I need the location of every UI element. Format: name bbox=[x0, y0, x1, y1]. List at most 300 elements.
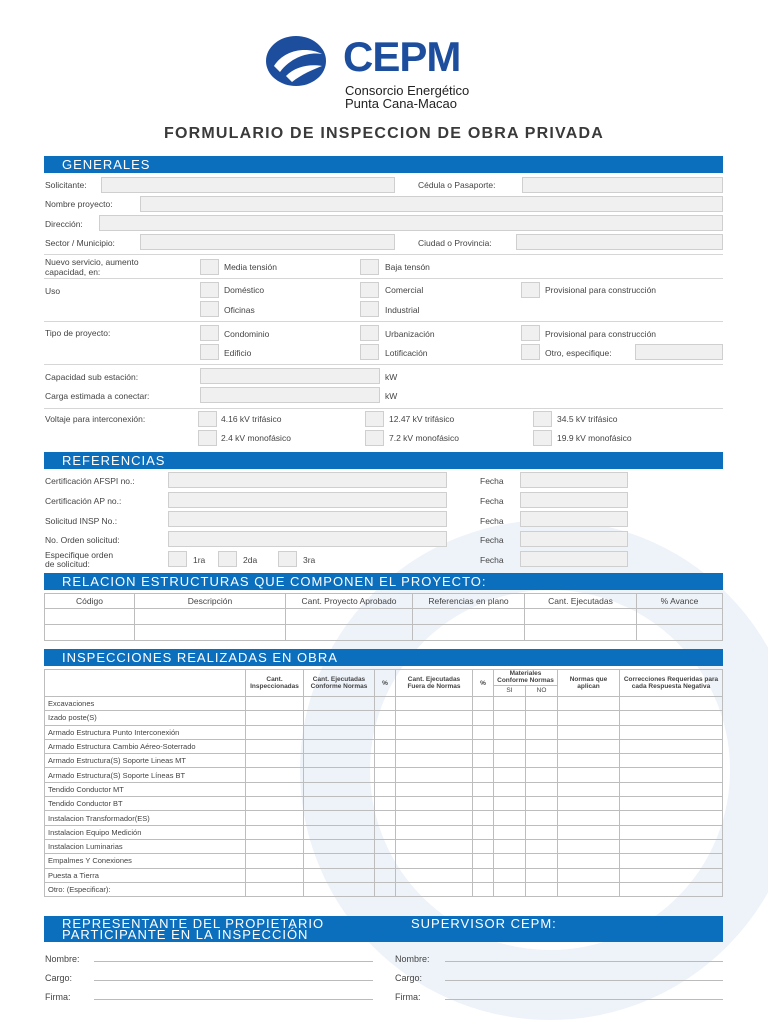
actividad-label: Tendido Conductor MT bbox=[45, 782, 246, 796]
table-cell[interactable] bbox=[473, 782, 494, 796]
col-no: NO bbox=[526, 685, 558, 696]
col-cant-aprobado: Cant. Proyecto Aprobado bbox=[286, 594, 413, 609]
otro-especifique-label: Otro, especifique: bbox=[545, 348, 612, 358]
table-cell[interactable] bbox=[494, 725, 526, 739]
table-row bbox=[45, 697, 723, 711]
table-row bbox=[45, 811, 723, 825]
table-cell[interactable] bbox=[304, 882, 375, 896]
table-cell[interactable] bbox=[304, 825, 375, 839]
table-cell[interactable] bbox=[413, 625, 525, 641]
table-cell[interactable] bbox=[246, 797, 304, 811]
actividad-label: Armado Estructura(S) Soporte Líneas BT bbox=[45, 768, 246, 782]
table-cell[interactable] bbox=[45, 609, 135, 625]
provisional-uso-checkbox[interactable] bbox=[521, 282, 540, 298]
table-cell[interactable] bbox=[620, 739, 723, 753]
representante-title-1: REPRESENTANTE DEL PROPIETARIO bbox=[62, 916, 325, 931]
nuevo-servicio-label: Nuevo servicio, aumento bbox=[45, 257, 139, 267]
table-cell[interactable] bbox=[135, 625, 286, 641]
table-row bbox=[45, 768, 723, 782]
table-cell[interactable] bbox=[375, 882, 396, 896]
v-1247-label: 12.47 kV trifásico bbox=[389, 414, 455, 424]
table-cell[interactable] bbox=[473, 725, 494, 739]
table-cell[interactable] bbox=[558, 882, 620, 896]
table-cell[interactable] bbox=[375, 782, 396, 796]
table-cell[interactable] bbox=[558, 739, 620, 753]
col-normas: Normas que aplican bbox=[558, 670, 620, 697]
table-cell[interactable] bbox=[246, 839, 304, 853]
actividad-label: Armado Estructura(S) Soporte Lineas MT bbox=[45, 754, 246, 768]
divider bbox=[44, 408, 723, 409]
table-cell[interactable] bbox=[620, 725, 723, 739]
table-cell[interactable] bbox=[494, 697, 526, 711]
ap-field[interactable] bbox=[168, 492, 447, 508]
table-cell[interactable] bbox=[620, 797, 723, 811]
table-cell[interactable] bbox=[375, 739, 396, 753]
table-cell[interactable] bbox=[526, 854, 558, 868]
table-cell[interactable] bbox=[558, 811, 620, 825]
fecha-label: Fecha bbox=[480, 535, 504, 545]
col-cant-insp: Cant. Inspeccionadas bbox=[246, 670, 304, 697]
cepm-logo-icon bbox=[266, 36, 326, 86]
fecha-afspi-field[interactable] bbox=[520, 472, 628, 488]
media-tension-checkbox[interactable] bbox=[200, 259, 219, 275]
table-cell[interactable] bbox=[396, 711, 473, 725]
media-tension-label: Media tensión bbox=[224, 262, 277, 272]
table-cell[interactable] bbox=[558, 782, 620, 796]
table-cell[interactable] bbox=[304, 697, 375, 711]
v-416-label: 4.16 kV trifásico bbox=[221, 414, 282, 424]
table-cell[interactable] bbox=[375, 825, 396, 839]
table-cell[interactable] bbox=[413, 609, 525, 625]
insp-label: Solicitud INSP No.: bbox=[45, 516, 118, 526]
table-cell[interactable] bbox=[304, 725, 375, 739]
actividad-label: Tendido Conductor BT bbox=[45, 797, 246, 811]
relacion-table bbox=[44, 593, 723, 641]
orden-1ra-checkbox[interactable] bbox=[168, 551, 187, 567]
divider bbox=[44, 254, 723, 255]
orden-3ra-label: 3ra bbox=[303, 555, 316, 565]
brand-name: CEPM bbox=[343, 33, 461, 80]
table-cell[interactable] bbox=[558, 839, 620, 853]
table-cell[interactable] bbox=[304, 868, 375, 882]
fecha-orden-field[interactable] bbox=[520, 531, 628, 547]
table-cell[interactable] bbox=[494, 797, 526, 811]
v-24-label: 2.4 kV monofásico bbox=[221, 433, 291, 443]
table-cell[interactable] bbox=[558, 854, 620, 868]
table-cell[interactable] bbox=[304, 739, 375, 753]
v-72-checkbox[interactable] bbox=[365, 430, 384, 446]
table-cell[interactable] bbox=[396, 725, 473, 739]
section-relacion: RELACION ESTRUCTURAS QUE COMPONEN EL PROYECTO: bbox=[44, 573, 723, 590]
table-row bbox=[45, 711, 723, 725]
table-cell[interactable] bbox=[620, 811, 723, 825]
table-cell[interactable] bbox=[620, 782, 723, 796]
table-cell[interactable] bbox=[620, 768, 723, 782]
table-cell[interactable] bbox=[304, 754, 375, 768]
table-cell[interactable] bbox=[286, 625, 413, 641]
table-cell[interactable] bbox=[304, 768, 375, 782]
table-cell[interactable] bbox=[286, 609, 413, 625]
table-cell[interactable] bbox=[558, 797, 620, 811]
section-inspecciones: INSPECCIONES REALIZADAS EN OBRA bbox=[44, 649, 723, 666]
sup-cargo-label: Cargo: bbox=[395, 973, 423, 983]
table-cell[interactable] bbox=[473, 797, 494, 811]
table-cell[interactable] bbox=[526, 754, 558, 768]
provisional-tipo-label: Provisional para construcción bbox=[545, 329, 657, 339]
col-actividad bbox=[45, 670, 246, 697]
relacion-header-row bbox=[45, 594, 723, 609]
domestico-checkbox[interactable] bbox=[200, 282, 219, 298]
table-cell[interactable] bbox=[396, 782, 473, 796]
comercial-checkbox[interactable] bbox=[360, 282, 379, 298]
table-cell[interactable] bbox=[494, 768, 526, 782]
table-row bbox=[45, 839, 723, 853]
table-cell[interactable] bbox=[494, 782, 526, 796]
fecha-label: Fecha bbox=[480, 496, 504, 506]
fecha-insp-field[interactable] bbox=[520, 511, 628, 527]
table-cell[interactable] bbox=[396, 797, 473, 811]
col-pct-2: % bbox=[473, 670, 494, 697]
sector-label: Sector / Municipio: bbox=[45, 238, 115, 248]
table-cell[interactable] bbox=[525, 625, 637, 641]
industrial-checkbox[interactable] bbox=[360, 301, 379, 317]
col-descripcion: Descripción bbox=[135, 594, 286, 609]
table-row bbox=[45, 739, 723, 753]
table-cell[interactable] bbox=[246, 768, 304, 782]
table-cell[interactable] bbox=[637, 625, 723, 641]
table-cell[interactable] bbox=[620, 868, 723, 882]
table-row bbox=[45, 882, 723, 896]
table-cell[interactable] bbox=[558, 697, 620, 711]
table-cell[interactable] bbox=[494, 882, 526, 896]
rep-nombre-label: Nombre: bbox=[45, 954, 80, 964]
col-materiales: Materiales Conforme Normas bbox=[494, 670, 558, 686]
form-title: FORMULARIO DE INSPECCION DE OBRA PRIVADA bbox=[163, 125, 604, 142]
table-cell[interactable] bbox=[494, 739, 526, 753]
sector-field[interactable] bbox=[140, 234, 395, 250]
table-cell[interactable] bbox=[494, 839, 526, 853]
otro-especifique-field[interactable] bbox=[635, 344, 723, 360]
edificio-label: Edificio bbox=[224, 348, 252, 358]
table-cell[interactable] bbox=[526, 782, 558, 796]
table-cell[interactable] bbox=[304, 782, 375, 796]
afspi-label: Certificación AFSPI no.: bbox=[45, 476, 135, 486]
table-cell[interactable] bbox=[620, 882, 723, 896]
table-cell[interactable] bbox=[375, 754, 396, 768]
table-row bbox=[45, 854, 723, 868]
actividad-label: Puesta a Tierra bbox=[45, 868, 246, 882]
divider bbox=[44, 364, 723, 365]
table-row bbox=[45, 625, 723, 641]
fecha-label: Fecha bbox=[480, 476, 504, 486]
table-cell[interactable] bbox=[396, 868, 473, 882]
table-cell[interactable] bbox=[246, 711, 304, 725]
table-cell[interactable] bbox=[396, 811, 473, 825]
table-cell[interactable] bbox=[473, 711, 494, 725]
actividad-label: Izado poste(S) bbox=[45, 711, 246, 725]
brand-subtitle-2: Punta Cana-Macao bbox=[345, 96, 458, 111]
table-cell[interactable] bbox=[375, 811, 396, 825]
table-cell[interactable] bbox=[637, 609, 723, 625]
cedula-field[interactable] bbox=[522, 177, 723, 193]
actividad-label: Armado Estructura Cambio Aéreo-Soterrado bbox=[45, 739, 246, 753]
table-cell[interactable] bbox=[473, 768, 494, 782]
col-cant-conf: Cant. Ejecutadas Conforme Normas bbox=[304, 670, 375, 697]
condominio-checkbox[interactable] bbox=[200, 325, 219, 341]
orden-label: No. Orden solicitud: bbox=[45, 535, 120, 545]
table-cell[interactable] bbox=[396, 754, 473, 768]
table-cell[interactable] bbox=[494, 811, 526, 825]
fecha-label: Fecha bbox=[480, 555, 504, 565]
table-cell[interactable] bbox=[526, 797, 558, 811]
orden-2da-label: 2da bbox=[243, 555, 258, 565]
table-cell[interactable] bbox=[494, 825, 526, 839]
col-si: SI bbox=[494, 685, 526, 696]
table-row bbox=[45, 868, 723, 882]
v-416-checkbox[interactable] bbox=[198, 411, 217, 427]
table-cell[interactable] bbox=[526, 697, 558, 711]
insp-field[interactable] bbox=[168, 511, 447, 527]
rep-nombre-line[interactable] bbox=[94, 961, 373, 962]
orden-2da-checkbox[interactable] bbox=[218, 551, 237, 567]
v-72-label: 7.2 kV monofásico bbox=[389, 433, 459, 443]
industrial-label: Industrial bbox=[385, 305, 420, 315]
orden-3ra-checkbox[interactable] bbox=[278, 551, 297, 567]
table-cell[interactable] bbox=[558, 868, 620, 882]
edificio-checkbox[interactable] bbox=[200, 344, 219, 360]
oficinas-label: Oficinas bbox=[224, 305, 255, 315]
table-cell[interactable] bbox=[396, 854, 473, 868]
table-cell[interactable] bbox=[473, 839, 494, 853]
baja-tension-label: Baja tensón bbox=[385, 262, 430, 272]
urbanizacion-checkbox[interactable] bbox=[360, 325, 379, 341]
col-codigo: Código bbox=[45, 594, 135, 609]
table-cell[interactable] bbox=[246, 754, 304, 768]
comercial-label: Comercial bbox=[385, 285, 424, 295]
ap-label: Certificación AP no.: bbox=[45, 496, 122, 506]
table-cell[interactable] bbox=[304, 711, 375, 725]
table-cell[interactable] bbox=[375, 854, 396, 868]
table-row bbox=[45, 797, 723, 811]
table-cell[interactable] bbox=[396, 825, 473, 839]
table-cell[interactable] bbox=[473, 739, 494, 753]
col-correcciones: Correcciones Requeridas para cada Respuesta Negativa bbox=[620, 670, 723, 697]
table-cell[interactable] bbox=[620, 711, 723, 725]
table-cell[interactable] bbox=[526, 768, 558, 782]
table-cell[interactable] bbox=[375, 868, 396, 882]
inspecciones-table bbox=[44, 669, 723, 897]
table-cell[interactable] bbox=[375, 797, 396, 811]
nombre-proyecto-field[interactable] bbox=[140, 196, 723, 212]
sup-firma-line[interactable] bbox=[445, 999, 723, 1000]
table-cell[interactable] bbox=[473, 697, 494, 711]
provisional-tipo-checkbox[interactable] bbox=[521, 325, 540, 341]
table-cell[interactable] bbox=[473, 868, 494, 882]
sup-cargo-line[interactable] bbox=[445, 980, 723, 981]
table-cell[interactable] bbox=[473, 754, 494, 768]
nombre-proyecto-label: Nombre proyecto: bbox=[45, 199, 113, 209]
solicitante-label: Solicitante: bbox=[45, 180, 87, 190]
table-cell[interactable] bbox=[45, 625, 135, 641]
table-cell[interactable] bbox=[558, 768, 620, 782]
actividad-label: Empalmes Y Conexiones bbox=[45, 854, 246, 868]
capacidad-en-label: capacidad, en: bbox=[45, 267, 101, 277]
table-cell[interactable] bbox=[396, 739, 473, 753]
table-cell[interactable] bbox=[473, 854, 494, 868]
table-cell[interactable] bbox=[375, 711, 396, 725]
table-cell[interactable] bbox=[558, 725, 620, 739]
rep-cargo-line[interactable] bbox=[94, 980, 373, 981]
lotificacion-label: Lotificación bbox=[385, 348, 428, 358]
ciudad-field[interactable] bbox=[516, 234, 723, 250]
otro-tipo-checkbox[interactable] bbox=[521, 344, 540, 360]
table-cell[interactable] bbox=[246, 825, 304, 839]
rep-firma-line[interactable] bbox=[94, 999, 373, 1000]
table-cell[interactable] bbox=[375, 839, 396, 853]
rep-cargo-label: Cargo: bbox=[45, 973, 73, 983]
especifique-label-2: de solicitud: bbox=[45, 559, 90, 569]
urbanizacion-label: Urbanización bbox=[385, 329, 435, 339]
voltaje-label: Voltaje para interconexión: bbox=[45, 414, 146, 424]
condominio-label: Condominio bbox=[224, 329, 270, 339]
col-avance: % Avance bbox=[637, 594, 723, 609]
table-cell[interactable] bbox=[304, 839, 375, 853]
actividad-label: Instalacion Luminarias bbox=[45, 839, 246, 853]
v-345-checkbox[interactable] bbox=[533, 411, 552, 427]
divider bbox=[44, 278, 723, 279]
table-cell[interactable] bbox=[396, 768, 473, 782]
table-cell[interactable] bbox=[525, 609, 637, 625]
carga-estimada-label: Carga estimada a conectar: bbox=[45, 391, 150, 401]
table-cell[interactable] bbox=[396, 839, 473, 853]
brand-subtitle-1: Consorcio Energético bbox=[345, 83, 470, 98]
table-cell[interactable] bbox=[246, 882, 304, 896]
afspi-field[interactable] bbox=[168, 472, 447, 488]
table-cell[interactable] bbox=[526, 882, 558, 896]
v-345-label: 34.5 kV trifásico bbox=[557, 414, 618, 424]
table-cell[interactable] bbox=[620, 854, 723, 868]
direccion-field[interactable] bbox=[99, 215, 723, 231]
fecha-ap-field[interactable] bbox=[520, 492, 628, 508]
tipo-proyecto-label: Tipo de proyecto: bbox=[45, 328, 111, 338]
table-cell[interactable] bbox=[246, 868, 304, 882]
table-cell[interactable] bbox=[304, 797, 375, 811]
table-cell[interactable] bbox=[526, 839, 558, 853]
table-cell[interactable] bbox=[526, 725, 558, 739]
domestico-label: Doméstico bbox=[224, 285, 265, 295]
kw-unit-label: kW bbox=[385, 372, 398, 382]
table-cell[interactable] bbox=[246, 697, 304, 711]
table-cell[interactable] bbox=[526, 868, 558, 882]
col-referencias-plano: Referencias en plano bbox=[413, 594, 525, 609]
provisional-uso-label: Provisional para construcción bbox=[545, 285, 657, 295]
representante-title-2: PARTICIPANTE EN LA INSPECCIÓN bbox=[62, 927, 309, 942]
table-cell[interactable] bbox=[246, 854, 304, 868]
table-row bbox=[45, 609, 723, 625]
table-cell[interactable] bbox=[526, 711, 558, 725]
table-cell[interactable] bbox=[558, 825, 620, 839]
table-cell[interactable] bbox=[558, 754, 620, 768]
table-cell[interactable] bbox=[494, 754, 526, 768]
table-cell[interactable] bbox=[304, 811, 375, 825]
section-generales: GENERALES bbox=[44, 156, 723, 173]
baja-tension-checkbox[interactable] bbox=[360, 259, 379, 275]
table-cell[interactable] bbox=[494, 854, 526, 868]
table-cell[interactable] bbox=[526, 739, 558, 753]
table-row bbox=[45, 754, 723, 768]
table-cell[interactable] bbox=[246, 739, 304, 753]
oficinas-checkbox[interactable] bbox=[200, 301, 219, 317]
fecha-especifique-field[interactable] bbox=[520, 551, 628, 567]
lotificacion-checkbox[interactable] bbox=[360, 344, 379, 360]
v-199-checkbox[interactable] bbox=[533, 430, 552, 446]
table-row bbox=[45, 825, 723, 839]
table-cell[interactable] bbox=[620, 697, 723, 711]
rep-firma-label: Firma: bbox=[45, 992, 71, 1002]
inspecciones-header-row bbox=[45, 670, 723, 686]
table-cell[interactable] bbox=[246, 725, 304, 739]
section-referencias: REFERENCIAS bbox=[44, 452, 723, 469]
actividad-label: Otro: (Especificar): bbox=[45, 882, 246, 896]
table-cell[interactable] bbox=[473, 882, 494, 896]
direccion-label: Dirección: bbox=[45, 219, 83, 229]
v-199-label: 19.9 kV monofásico bbox=[557, 433, 632, 443]
actividad-label: Instalacion Transformador(ES) bbox=[45, 811, 246, 825]
table-cell[interactable] bbox=[304, 854, 375, 868]
sup-nombre-label: Nombre: bbox=[395, 954, 430, 964]
actividad-label: Excavaciones bbox=[45, 697, 246, 711]
kw-unit-label: kW bbox=[385, 391, 398, 401]
col-cant-ejecutadas: Cant. Ejecutadas bbox=[525, 594, 637, 609]
actividad-label: Armado Estructura Punto Interconexión bbox=[45, 725, 246, 739]
table-cell[interactable] bbox=[494, 868, 526, 882]
capacidad-sub-field[interactable] bbox=[200, 368, 380, 384]
fecha-label: Fecha bbox=[480, 516, 504, 526]
v-1247-checkbox[interactable] bbox=[365, 411, 384, 427]
table-cell[interactable] bbox=[473, 811, 494, 825]
carga-estimada-field[interactable] bbox=[200, 387, 380, 403]
divider bbox=[44, 321, 723, 322]
sup-nombre-line[interactable] bbox=[445, 961, 723, 962]
table-cell[interactable] bbox=[375, 697, 396, 711]
table-cell[interactable] bbox=[526, 825, 558, 839]
table-cell[interactable] bbox=[396, 882, 473, 896]
table-row bbox=[45, 725, 723, 739]
table-cell[interactable] bbox=[526, 811, 558, 825]
v-24-checkbox[interactable] bbox=[198, 430, 217, 446]
table-cell[interactable] bbox=[620, 825, 723, 839]
col-pct-1: % bbox=[375, 670, 396, 697]
table-cell[interactable] bbox=[473, 825, 494, 839]
table-cell[interactable] bbox=[135, 609, 286, 625]
table-row bbox=[45, 782, 723, 796]
ciudad-label: Ciudad o Provincia: bbox=[418, 238, 492, 248]
orden-field[interactable] bbox=[168, 531, 447, 547]
table-cell[interactable] bbox=[375, 725, 396, 739]
table-cell[interactable] bbox=[494, 711, 526, 725]
table-cell[interactable] bbox=[246, 811, 304, 825]
table-cell[interactable] bbox=[396, 697, 473, 711]
table-cell[interactable] bbox=[620, 754, 723, 768]
table-cell[interactable] bbox=[246, 782, 304, 796]
capacidad-sub-label: Capacidad sub estación: bbox=[45, 372, 139, 382]
table-cell[interactable] bbox=[375, 768, 396, 782]
especifique-label-1: Especifique orden bbox=[45, 550, 114, 560]
cedula-label: Cédula o Pasaporte: bbox=[418, 180, 496, 190]
table-cell[interactable] bbox=[558, 711, 620, 725]
solicitante-field[interactable] bbox=[101, 177, 395, 193]
table-cell[interactable] bbox=[620, 839, 723, 853]
